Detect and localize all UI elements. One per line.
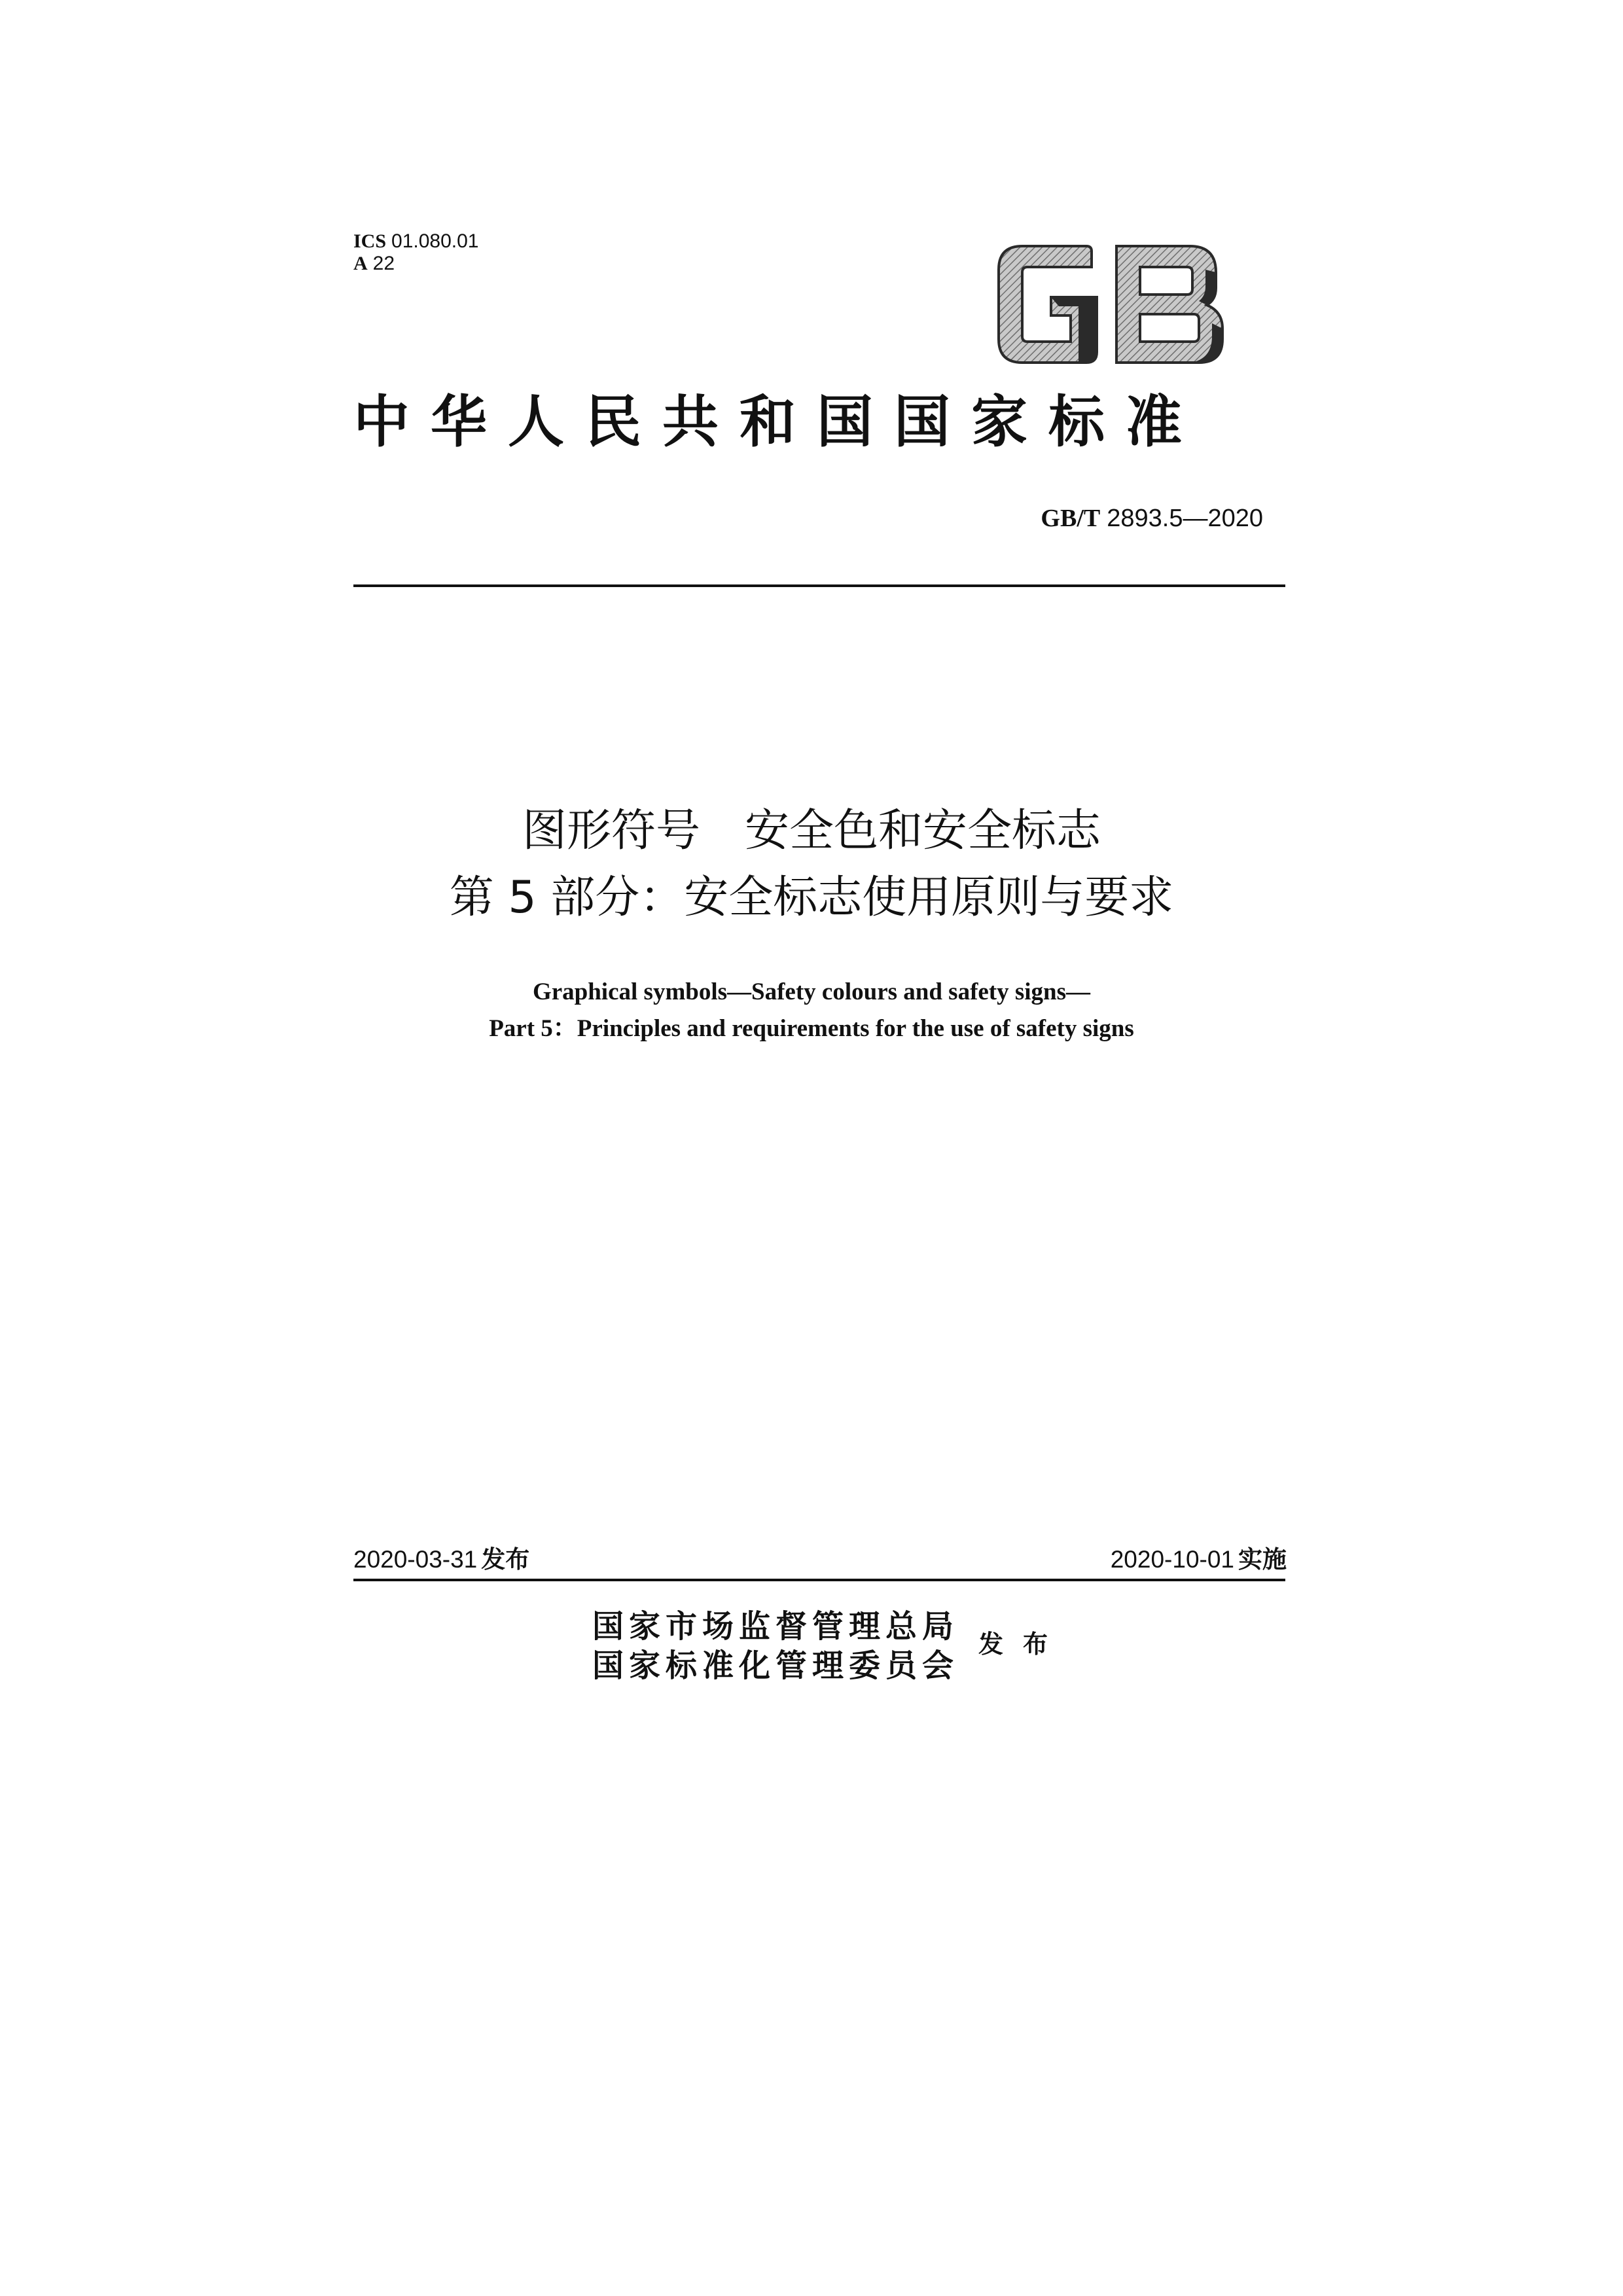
ccs-key: A	[353, 253, 368, 274]
issuing-bodies	[592, 1607, 959, 1685]
standard-code: 2893.5—2020	[1107, 505, 1263, 532]
chinese-title-line-2: 第 5 部分：安全标志使用原则与要求	[449, 872, 1174, 924]
header-divider	[353, 584, 1285, 587]
ics-value: 01.080.01	[391, 230, 479, 252]
ics-line	[353, 230, 479, 253]
issuer-line-1: 国家市场监督管理总局	[592, 1608, 959, 1645]
implementation-date-label: 实施	[1238, 1545, 1287, 1573]
classification-codes	[353, 230, 479, 275]
issue-date	[353, 1545, 529, 1575]
issue-date-value: 2020-03-31	[353, 1546, 478, 1573]
issuer-line-2: 国家标准化管理委员会	[592, 1647, 959, 1684]
ics-key: ICS	[353, 230, 387, 252]
chinese-title-line-1: 图形符号 安全色和安全标志	[522, 805, 1101, 857]
national-standard-title: 中华人民共和国国家标准	[353, 389, 1203, 455]
footer-divider	[353, 1579, 1285, 1581]
implementation-date-value: 2020-10-01	[1110, 1546, 1234, 1573]
english-title-line-2: Part 5：Principles and requirements for the use of safety signs	[489, 1015, 1134, 1042]
issue-date-label: 发布	[481, 1545, 530, 1573]
gb-standard-logo-icon	[993, 243, 1228, 367]
standard-prefix: GB/T	[1041, 505, 1101, 532]
ccs-line	[353, 253, 479, 275]
standard-number	[1041, 504, 1263, 533]
implementation-date	[1111, 1545, 1287, 1575]
publish-label: 发布	[978, 1630, 1068, 1659]
english-title-line-1: Graphical symbols—Safety colours and safety signs—	[532, 978, 1091, 1005]
ccs-value: 22	[372, 253, 395, 274]
